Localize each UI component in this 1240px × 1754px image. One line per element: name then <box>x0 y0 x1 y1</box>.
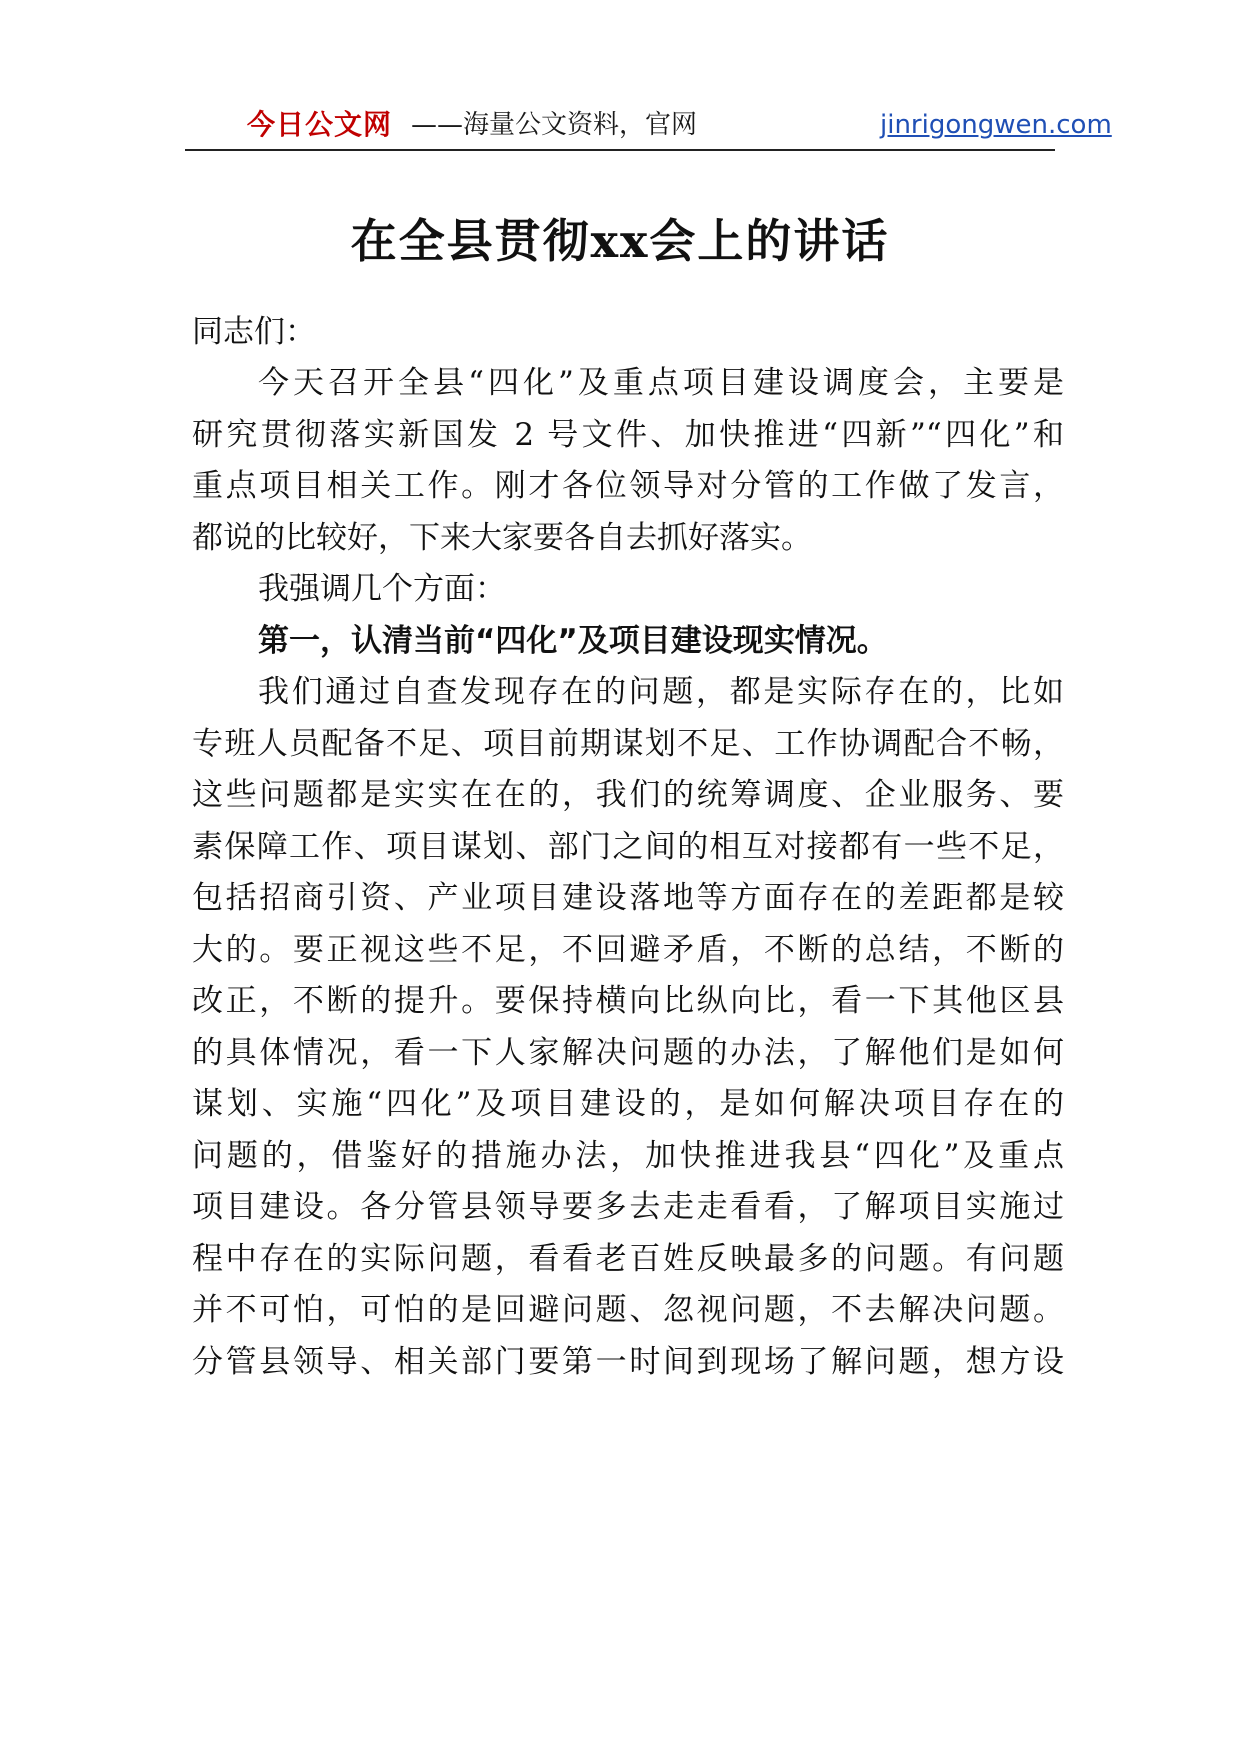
paragraph-line: 大的。要正视这些不足，不回避矛盾，不断的总结，不断的 <box>192 932 1064 968</box>
document-title: 在全县贯彻xx会上的讲话 <box>350 214 890 268</box>
section-heading: 第一，认清当前“四化”及项目建设现实情况。 <box>258 623 888 659</box>
paragraph-line: 并不可怕，可怕的是回避问题、忽视问题，不去解决问题。 <box>192 1292 1064 1328</box>
site-tagline: ——海量公文资料，官网 <box>411 110 698 140</box>
paragraph-line: 包括招商引资、产业项目建设落地等方面存在的差距都是较 <box>192 880 1064 916</box>
paragraph-line: 项目建设。各分管县领导要多去走走看看，了解项目实施过 <box>192 1189 1064 1225</box>
header-divider <box>185 149 1055 151</box>
paragraph-line: 这些问题都是实实在在的，我们的统筹调度、企业服务、要 <box>192 777 1064 813</box>
site-brand: 今日公文网 <box>247 108 393 141</box>
paragraph-line: 问题的，借鉴好的措施办法，加快推进我县“四化”及重点 <box>192 1138 1064 1174</box>
paragraph-line: 都说的比较好，下来大家要各自去抓好落实。 <box>192 520 812 556</box>
paragraph-line: 谋划、实施“四化”及项目建设的，是如何解决项目存在的 <box>192 1086 1064 1122</box>
site-header <box>185 104 1112 146</box>
paragraph-line: 分管县领导、相关部门要第一时间到现场了解问题，想方设 <box>192 1344 1064 1380</box>
paragraph-line: 今天召开全县“四化”及重点项目建设调度会，主要是 <box>258 365 1064 401</box>
paragraph-line: 素保障工作、项目谋划、部门之间的相互对接都有一些不足， <box>192 829 1064 865</box>
salutation: 同志们： <box>192 314 316 350</box>
paragraph-line: 程中存在的实际问题，看看老百姓反映最多的问题。有问题 <box>192 1241 1064 1277</box>
paragraph-line: 改正，不断的提升。要保持横向比纵向比，看一下其他区县 <box>192 983 1064 1019</box>
paragraph-line: 研究贯彻落实新国发 2 号文件、加快推进“四新”“四化”和 <box>192 417 1064 453</box>
paragraph-line: 重点项目相关工作。刚才各位领导对分管的工作做了发言， <box>192 468 1064 504</box>
paragraph-line: 的具体情况，看一下人家解决问题的办法，了解他们是如何 <box>192 1035 1064 1071</box>
paragraph-line: 专班人员配备不足、项目前期谋划不足、工作协调配合不畅， <box>192 726 1064 762</box>
paragraph-line: 我们通过自查发现存在的问题，都是实际存在的，比如 <box>258 674 1064 710</box>
site-link[interactable]: jinrigongwen.com <box>880 110 1112 140</box>
paragraph-line: 我强调几个方面： <box>258 571 506 607</box>
